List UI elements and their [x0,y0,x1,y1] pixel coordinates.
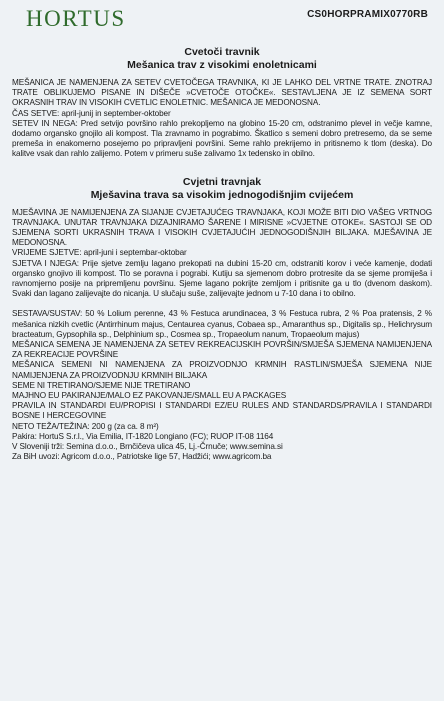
untreated-note: SEME NI TRETIRANO/SJEME NIJE TRETIRANO [12,380,191,390]
sl-title-block [10,46,434,72]
bih-importer: Za BiH uvozi: Agricom d.o.o., Patriotske lige 57, Hadžići; www.agricom.ba [12,452,272,462]
hr-sowing-care: SJETVA I NJEGA: Prije sjetve zemlju lagano prekopati na dubini 15-20 cm, odstraniti korov i veće kamenje, dodati organsko gnojivo ili kompost. Tlo se poravna i pograbi. Kutiju sa sjemenom dobro protresite da se sjeme promiješa i ravnomjerno posije na pripremljenu površinu. Sjeme lagano pokrijte zemljom i pritisnite ga u tlo (dvenom daskom). Svaki dan lagano zalijevajte do nicanja. U slučaju suše, zalijevajte jednom u 7-10 dana i to obilno. [12,258,432,299]
header [10,0,434,40]
purpose-recreation: MEŠANICA SEMENA JE NAMENJENA ZA SETEV REKREACIJSKIH POVRŠIN/SMJEŠA SJEMENA NAMIJENJENA ZA REKREACIJE POVRŠINE [12,340,432,360]
sl-title: Cvetoči travnik [184,46,260,58]
slovenia-distributor: V Sloveniji trži: Semina d.o.o., Brnčičeva ulica 45, Lj.-Črnuče; www.semina.si [12,442,283,452]
hr-subtitle: Mješavina trava sa visokim jednogodišnjim cvijećem [90,188,354,201]
product-code: CS0HORPRAMIX0770RB [307,9,428,20]
slovenian-section [10,46,434,160]
hr-sowing-time: VRIJEME SJETVE: april-juni i septembar-oktobar [12,248,187,258]
purpose-fodder: MEŠANICA SEMENI NI NAMENJENA ZA PROIZVODNJO KRMNIH RASTLIN/SMJEŠA SJEMENA NIJE NAMIJENJENA ZA PROIZVODNJU KRMNIH BILJAKA [12,360,432,380]
sl-sowing-care: SETEV IN NEGA: Pred setvijo površino rahlo prekopljemo na globino 15-20 cm, odstranimo plevel in večje kamne, dodamo organsko gnojilo ali kompost. Tla zravnamo in pograbimo. Škatlico s semeni dobro pretresemo, da se seme premeša in enakomerno posejemo po pripravljeni površini. Seme rahlo prekrijemo in pritisnemo k tlom (deska). Do kalitve vsak dan rahlo zalijemo. Potem v primeru suše zalivamo 1x tedensko in obilno. [12,118,432,159]
sl-sowing-time: ČAS SETVE: april-junij in september-oktober [12,108,171,118]
sl-description: MEŠANICA JE NAMENJENA ZA SETEV CVETOČEGA TRAVNIKA, KI JE LAHKO DEL VRTNE TRATE. ZNOTRAJ TRATE OBLIKUJEMO PISANE IN DIŠEČE »CVETOČE OTOČKE«. SESTAVLJENA JE IZ SEMENA SORT OKRASNIH TRAV IN VISOKIH CVETLIC ENOLETNIC. MEŠANICA JE MEDONOSNA. [12,78,432,108]
product-info [10,309,434,462]
sl-subtitle: Mešanica trav z visokimi enoletnicami [127,59,317,71]
hr-description: MJEŠAVINA JE NAMIJENJENA ZA SIJANJE CVJETAJUĆEG TRAVNJAKA, KOJI MOŽE BITI DIO VAŠEG VRTNOG TRAVNJAKA. UNUTAR TRAVNJAKA DIZAJNIRAMO ŠARENE I MIRISNE »CVJETNE OTOKE«. SASTOJI SE OD SJEMENA SORTI UKRASNIH TRAVA I VISOKIH CVJETAJUĆIH JEDNOGODIŠNJIH BILJAKA. MJEŠAVINA JE MEDONOSNA. [12,207,432,248]
brand-name: HORTUS [26,6,126,31]
packaging-note: MAJHNO EU PAKIRANJE/MALO EZ PAKOVANJE/SMALL EU A PACKAGES [12,391,287,401]
net-weight: NETO TEŽA/TEŽINA: 200 g (za ca. 8 m²) [12,421,159,431]
brand-logo [26,6,126,32]
packer-info: Pakira: HortuS S.r.l., Via Emilia, IT-1820 Longiano (FC); RUOP IT-08 1164 [12,431,274,441]
hr-title: Cvjetni travnjak [182,175,262,188]
croatian-section [10,176,434,300]
composition: SESTAVA/SUSTAV: 50 % Lolium perenne, 43 % Festuca arundinacea, 3 % Festuca rubra, 2 % Poa pratensis, 2 % mešanica nizkih cvetlic (Antirrhinum majus, Centaurea cyanus, Cobaea sp., Amaranthus sp., Digitalis sp., Helichrysum bracteatum, Gypsophila sp., Delphinium sp., Cosmea sp., Tropaeolum nanum, Tropaeolum majus) [12,309,432,339]
rules-note: PRAVILA IN STANDARDI EU/PROPISI I STANDARDI EZ/EU RULES AND STANDARDS/PRAVILA I STANDARDI BOSNE I HERCEGOVINE [12,401,432,421]
hr-title-block [10,176,434,202]
